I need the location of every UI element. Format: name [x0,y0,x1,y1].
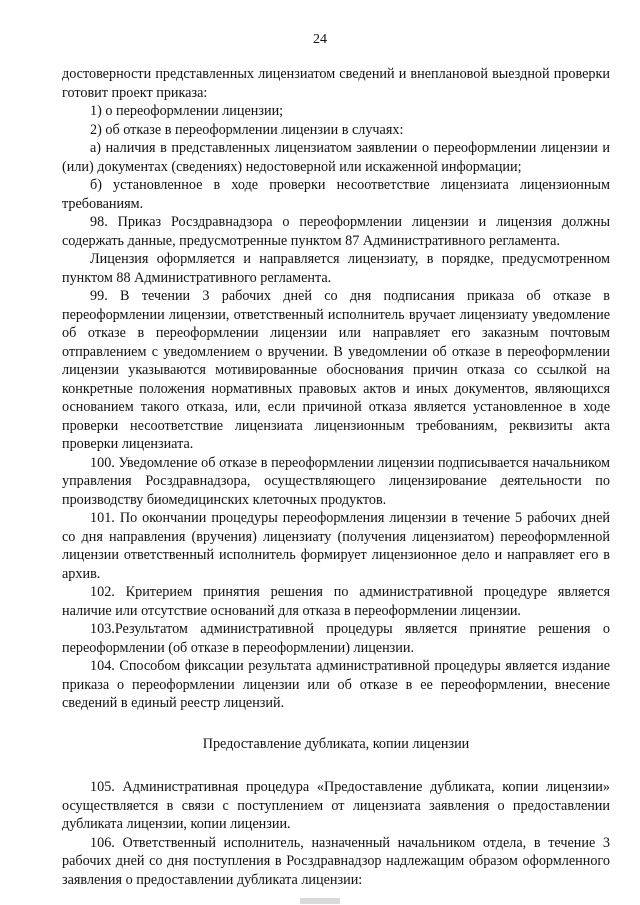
clause-99: 99. В течении 3 рабочих дней со дня подписания приказа об отказе в переоформлении лицензии, ответственный исполнитель вручает лицензиату уведомление об отказе в переоформлении лицензии или направляет его заказным почтовым отправлением с уведомлением о вручении. В уведомлении об отказе в переоформлении лицензии указываются мотивированные обоснования причин отказа со ссылкой на конкретные положения нормативных правовых актов и иных документов, являющихся основанием такого отказа, или, если причиной отказа является установленное в ходе проверки несоответствие лицензиата лицензионным требованиям, реквизиты акта проверки лицензиата. [62,288,610,452]
clause-103: 103.Результатом административной процедуры является принятие решения о переоформлении (об отказе в переоформлении) лицензии. [62,621,610,656]
clause-104: 104. Способом фиксации результата административной процедуры является издание приказа о переоформлении лицензии или об отказе в ее переоформлении, внесение сведений в единый реестр лицензий. [62,658,610,711]
list-item-2: 2) об отказе в переоформлении лицензии в случаях: [90,121,404,138]
sub-item-b: б) установленное в ходе проверки несоответствие лицензиата лицензионным требованиям. [62,177,610,212]
page-number: 24 [313,32,327,47]
clause-98-note: Лицензия оформляется и направляется лицензиату, в порядке, предусмотренном пунктом 88 Административного регламента. [62,251,610,286]
clause-100: 100. Уведомление об отказе в переоформлении лицензии подписывается начальником управления Росздравнадзора, осуществляющего лицензирование деятельности по производству биомедицинских клеточных продуктов. [62,454,610,508]
document-body [62,65,610,889]
clause-101: 101. По окончании процедуры переоформления лицензии в течение 5 рабочих дней со дня направления (вручения) лицензиату (получения лицензиатом) переоформленной лицензии ответственный исполнитель формирует лицензионное дело и направляет его в архив. [62,510,610,582]
clause-105: 105. Административная процедура «Предоставление дубликата, копии лицензии» осуществляется в связи с поступлением от лицензиата заявления о предоставлении дубликата лицензии, копии лицензии. [62,779,610,832]
clause-98: 98. Приказ Росздравнадзора о переоформлении лицензии и лицензия должны содержать данные, предусмотренные пунктом 87 Административного регламента. [62,214,610,249]
clause-106: 106. Ответственный исполнитель, назначенный начальником отдела, в течение 3 рабочих дней со дня поступления в Росздравнадзор надлежащим образом оформленного заявления о предоставлении дубликата лицензии: [62,834,610,888]
section-heading: Предоставление дубликата, копии лицензии [202,735,470,752]
paragraph-continuation: достоверности представленных лицензиатом сведений и внеплановой выездной проверки готовит проект приказа: [62,66,610,101]
scan-edge-mark [300,898,340,904]
clause-102: 102. Критерием принятия решения по административной процедуре является наличие или отсутствие оснований для отказа в переоформлении лицензии. [62,584,610,619]
sub-item-a: а) наличия в представленных лицензиатом заявлении о переоформлении лицензии и (или) документах (сведениях) недостоверной или искаженной информации; [62,140,610,175]
list-item-1: 1) о переоформлении лицензии; [90,103,284,119]
